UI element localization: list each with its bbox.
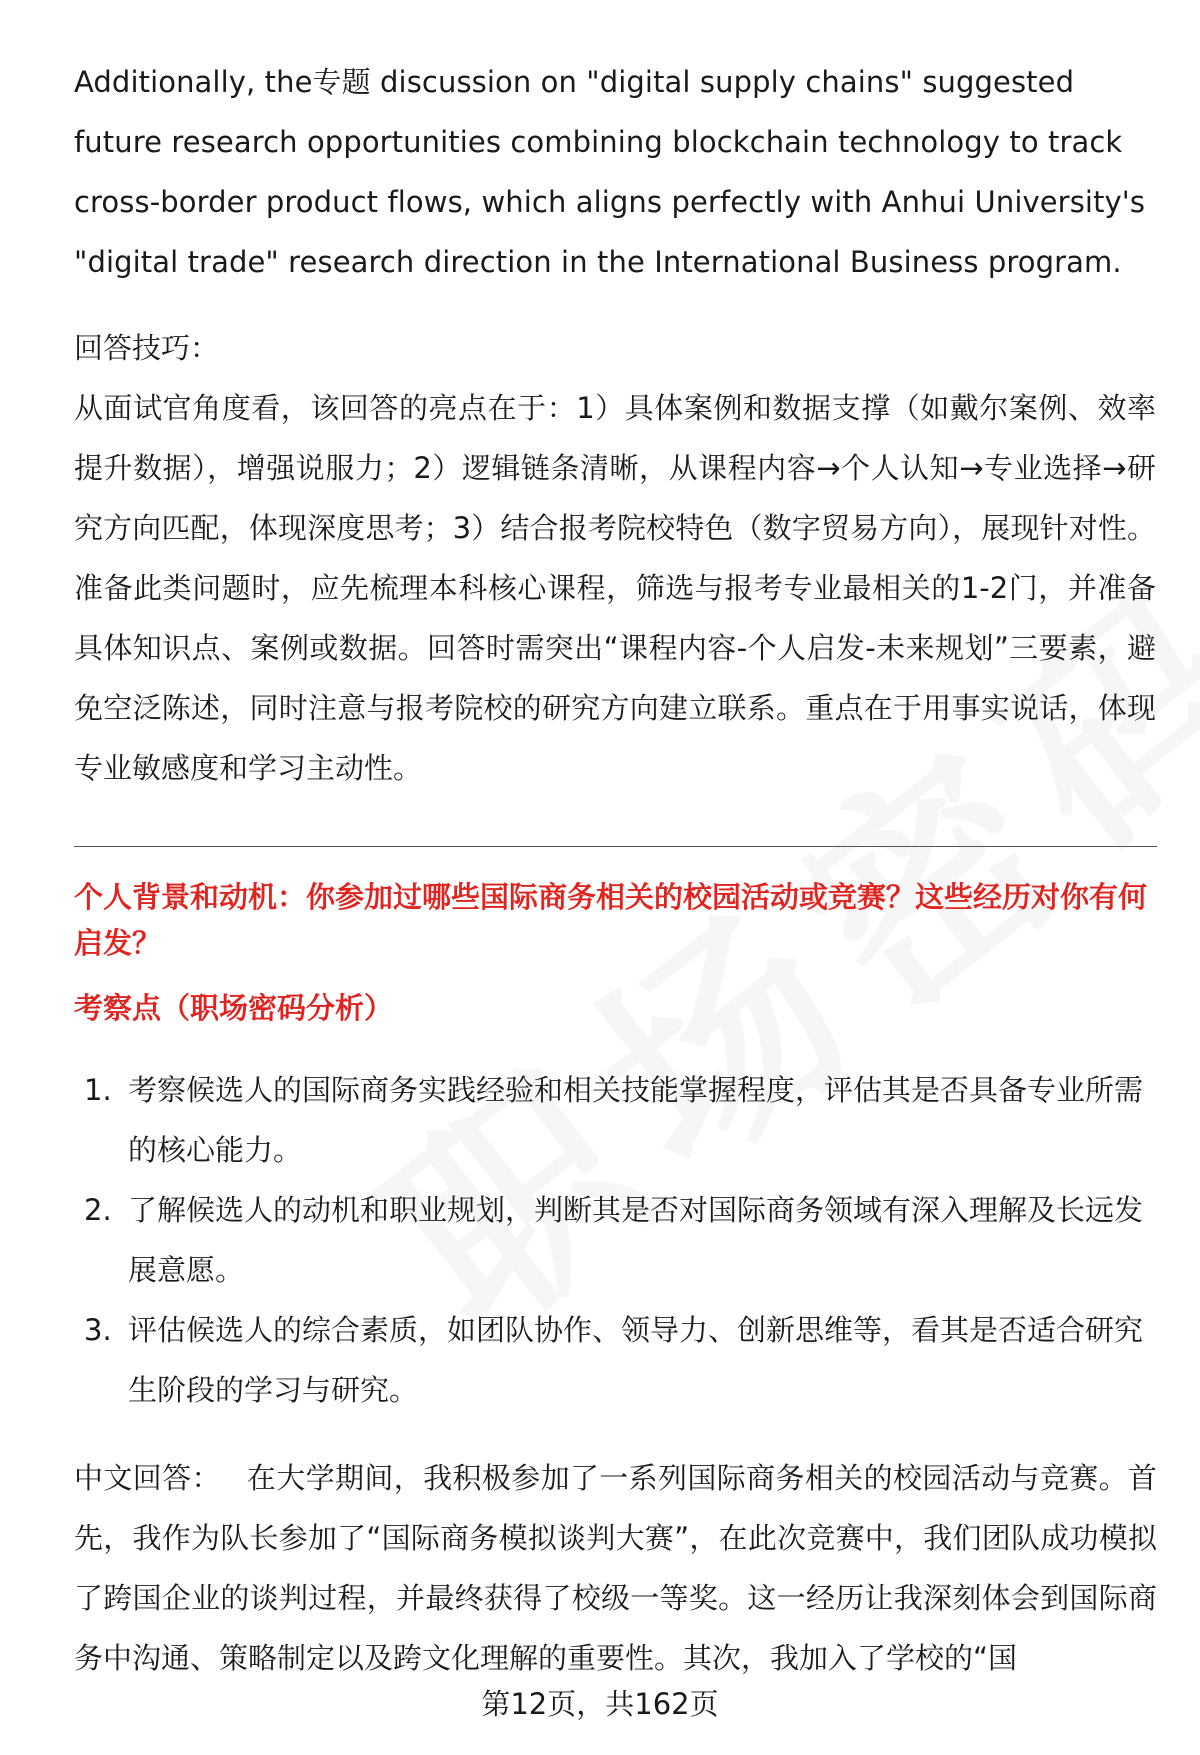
assessment-list [74, 1060, 1157, 1420]
answer-label: 中文回答： [74, 1461, 221, 1495]
answer-text: 在大学期间，我积极参加了一系列国际商务相关的校园活动与竞赛。首先，我作为队长参加了“国际商务模拟谈判大赛”，在此次竞赛中，我们团队成功模拟了跨国企业的谈判过程，并最终获得了校级一等奖。这一经历让我深刻体会到国际商务中沟通、策略制定以及跨文化理解的重要性。其次，我加入了学校的“国 [74, 1461, 1157, 1675]
list-item-text: 了解候选人的动机和职业规划，判断其是否对国际商务领域有深入理解及长远发展意愿。 [128, 1193, 1144, 1287]
list-item [74, 1300, 1157, 1420]
page-number: 第12页，共162页 [481, 1687, 719, 1721]
list-item-number: 3. [84, 1313, 112, 1347]
list-item-number: 2. [84, 1193, 112, 1227]
section-divider [74, 846, 1157, 847]
assessment-heading: 考察点（职场密码分析） [74, 991, 394, 1025]
list-item [74, 1060, 1157, 1180]
list-item-number: 1. [84, 1073, 112, 1107]
list-item-text: 评估候选人的综合素质，如团队协作、领导力、创新思维等，看其是否适合研究生阶段的学习与研究。 [128, 1313, 1144, 1407]
tips-label: 回答技巧： [74, 331, 220, 365]
list-item [74, 1180, 1157, 1300]
intro-paragraph: Additionally, the专题 discussion on "digital supply chains" suggested future research opportunities combining blockchain technology to track cross-border product flows, which aligns perfectly with Anhui University's "digital trade" research direction in the International Business program. [74, 65, 1146, 279]
question-heading: 个人背景和动机：你参加过哪些国际商务相关的校园活动或竞赛？这些经历对你有何启发？ [74, 880, 1148, 960]
list-item-text: 考察候选人的国际商务实践经验和相关技能掌握程度，评估其是否具备专业所需的核心能力。 [128, 1073, 1144, 1167]
chinese-answer [74, 1448, 1157, 1688]
tips-body: 从面试官角度看，该回答的亮点在于：1）具体案例和数据支撑（如戴尔案例、效率提升数据），增强说服力；2）逻辑链条清晰，从课程内容→个人认知→专业选择→研究方向匹配，体现深度思考；3）结合报考院校特色（数字贸易方向），展现针对性。准备此类问题时，应先梳理本科核心课程，筛选与报考专业最相关的1-2门，并准备具体知识点、案例或数据。回答时需突出“课程内容-个人启发-未来规划”三要素，避免空泛陈述，同时注意与报考院校的研究方向建立联系。重点在于用事实说话，体现专业敏感度和学习主动性。 [74, 391, 1156, 785]
